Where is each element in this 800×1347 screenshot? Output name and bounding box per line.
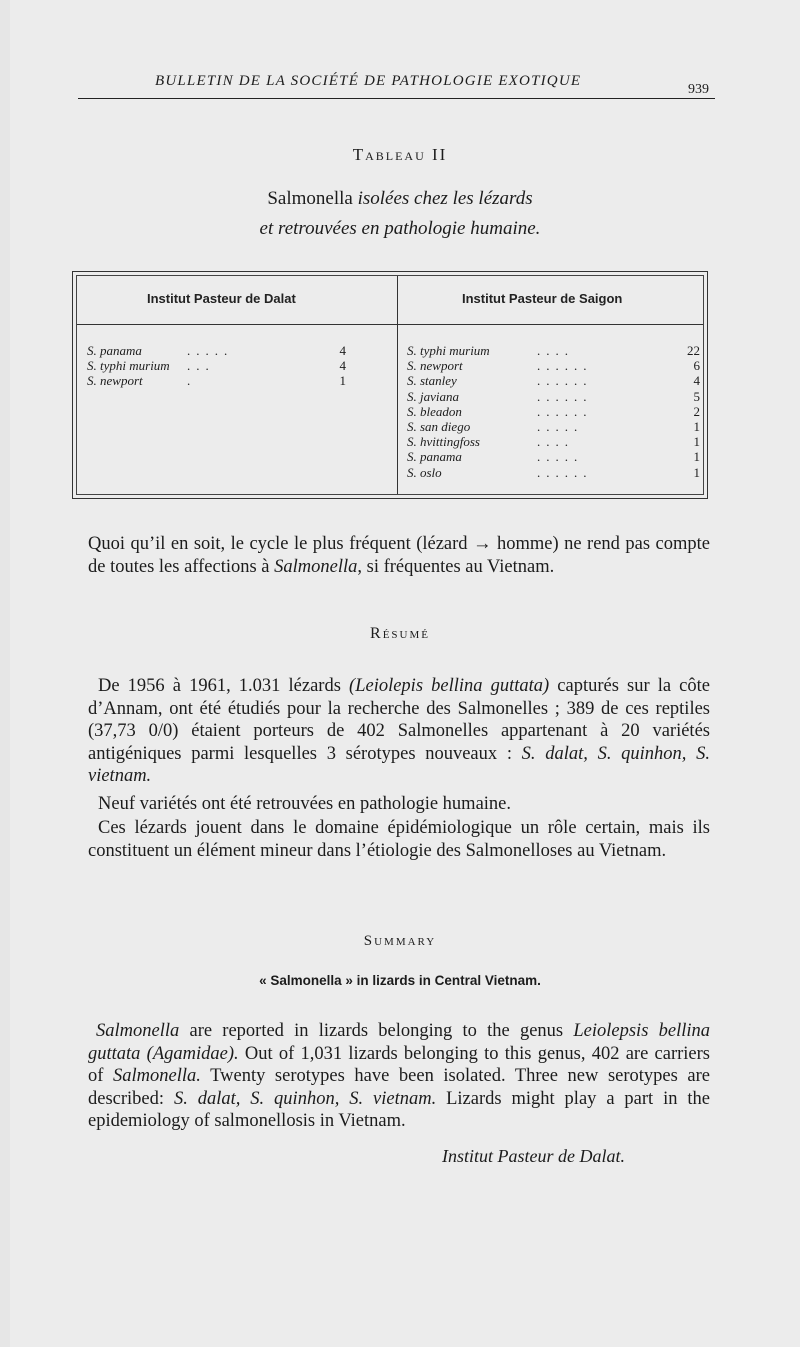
table-title-line1 <box>10 188 790 210</box>
leader-dots: ..... <box>187 343 234 358</box>
text-run: Twenty serotypes have been isolated. Three new serotypes are described: <box>88 1066 710 1109</box>
table-title-line2: et retrouvées en pathologie humaine. <box>259 218 541 239</box>
text-run-italic: S. dalat, S. quinhon, S. vietnam. <box>88 743 711 787</box>
text-run-italic: Leiolepsis bellina guttata (Agamidae). <box>88 1021 710 1064</box>
table-row <box>87 373 382 388</box>
leader-dots: ...... <box>537 464 593 480</box>
salmonella-table <box>72 271 708 499</box>
text-run: Quoi qu’il en soit, le cycle le plus fréquent (lézard → homme) ne rend pas compte de toutes les affections à <box>88 534 710 577</box>
leader-dots: ..... <box>537 449 584 465</box>
text-run-italic: Salmonella <box>274 556 358 577</box>
table-row <box>87 343 382 358</box>
table-row <box>407 449 702 464</box>
leader-dots: . <box>187 373 197 389</box>
isolate-count: 6 <box>693 358 700 374</box>
text-run: capturés sur la côte d’Annam, ont été étudiés pour la recherche des Salmonelles ; 389 de ces reptiles (37,73 0/0) étaient porteurs de 402 Salmonelles appartenant à 20 variétés antigéniques parmi lesquelles 3 sérotypes nouveaux : <box>88 676 710 764</box>
serotype-name: S. typhi murium <box>87 358 170 374</box>
leader-dots: ..... <box>537 418 584 434</box>
leader-dots: .... <box>537 434 574 450</box>
text-run-italic: (Leiolepis bellina guttata) <box>349 676 550 696</box>
text-run: Lizards might play a part in the epidemiology of salmonellosis in Vietnam. <box>88 1088 710 1132</box>
leader-dots: ...... <box>537 388 593 404</box>
text-run-italic: Salmonella <box>96 1021 180 1041</box>
serotype-name: S. typhi murium <box>407 343 490 358</box>
resume-heading: Résumé <box>370 625 430 642</box>
isolate-count: 1 <box>339 373 346 389</box>
paragraph-cycle <box>88 533 710 578</box>
serotype-name: S. oslo <box>407 464 442 480</box>
summary-subtitle: « Salmonella » in lizards in Central Vietnam. <box>259 973 541 988</box>
table-row <box>407 358 702 373</box>
isolate-count: 1 <box>693 449 700 465</box>
leader-dots: ... <box>187 358 215 374</box>
table-label: Tableau II <box>352 145 448 164</box>
isolate-count: 22 <box>687 343 700 358</box>
header-row-rule <box>77 324 703 325</box>
isolate-count: 1 <box>693 434 700 450</box>
page <box>10 0 800 1347</box>
column-header-dalat: Institut Pasteur de Dalat <box>147 291 296 306</box>
serotype-name: S. bleadon <box>407 403 462 419</box>
table-row <box>407 434 702 449</box>
paragraph-lizards-role: Ces lézards jouent dans le domaine épidémiologique un rôle certain, mais ils constituent un élément mineur dans l’étiologie des Salmonelloses au Vietnam. <box>88 818 710 861</box>
table-row <box>407 389 702 404</box>
isolate-count: 1 <box>693 418 700 434</box>
table-title-genus: Salmonella <box>267 188 358 209</box>
paragraph-resume <box>88 675 710 788</box>
table-row <box>407 404 702 419</box>
dalat-rows <box>87 343 382 389</box>
leader-dots: .... <box>537 343 574 358</box>
serotype-name: S. hvittingfoss <box>407 434 480 450</box>
serotype-name: S. panama <box>87 343 142 358</box>
serotype-name: S. newport <box>407 358 463 374</box>
text-run: Out of 1,031 lizards belonging to this genus, 402 are carriers of <box>88 1043 710 1087</box>
summary-heading: Summary <box>363 933 437 949</box>
text-run: are reported in lizards belonging to the genus <box>179 1021 574 1041</box>
table-title-italic: isolées chez les lézards <box>357 188 533 209</box>
isolate-count: 1 <box>693 464 700 480</box>
table-row <box>407 373 702 388</box>
serotype-name: S. panama <box>407 449 462 465</box>
page-number: 939 <box>688 82 709 97</box>
saigon-rows <box>407 343 702 480</box>
isolate-count: 2 <box>693 403 700 419</box>
table-row <box>407 465 702 480</box>
leader-dots: ...... <box>537 403 593 419</box>
text-run-italic: Salmonella. <box>113 1066 201 1087</box>
paragraph-summary <box>88 1020 710 1133</box>
running-header: BULLETIN DE LA SOCIÉTÉ DE PATHOLOGIE EXOTIQUE <box>155 73 582 89</box>
table-row <box>407 343 702 358</box>
isolate-count: 5 <box>693 388 700 404</box>
header-rule <box>78 98 715 99</box>
serotype-name: S. stanley <box>407 373 457 389</box>
signature: Institut Pasteur de Dalat. <box>442 1146 625 1166</box>
text-run: , si fréquentes au Vietnam. <box>357 556 555 577</box>
serotype-name: S. san diego <box>407 418 471 434</box>
leader-dots: ...... <box>537 358 593 374</box>
table-inner-frame <box>76 275 704 495</box>
isolate-count: 4 <box>693 373 700 389</box>
table-row <box>407 419 702 434</box>
paragraph-varieties: Neuf variétés ont été retrouvées en pathologie humaine. <box>98 794 512 814</box>
table-row <box>87 358 382 373</box>
serotype-name: S. newport <box>87 373 143 389</box>
leader-dots: ...... <box>537 373 593 389</box>
text-run-italic: S. dalat, S. quinhon, S. vietnam. <box>173 1088 437 1109</box>
serotype-name: S. javiana <box>407 388 459 404</box>
isolate-count: 4 <box>339 343 346 358</box>
column-header-saigon: Institut Pasteur de Saigon <box>462 291 623 306</box>
isolate-count: 4 <box>339 358 346 374</box>
column-divider <box>397 276 398 494</box>
text-run: De 1956 à 1961, 1.031 lézards <box>98 676 350 696</box>
